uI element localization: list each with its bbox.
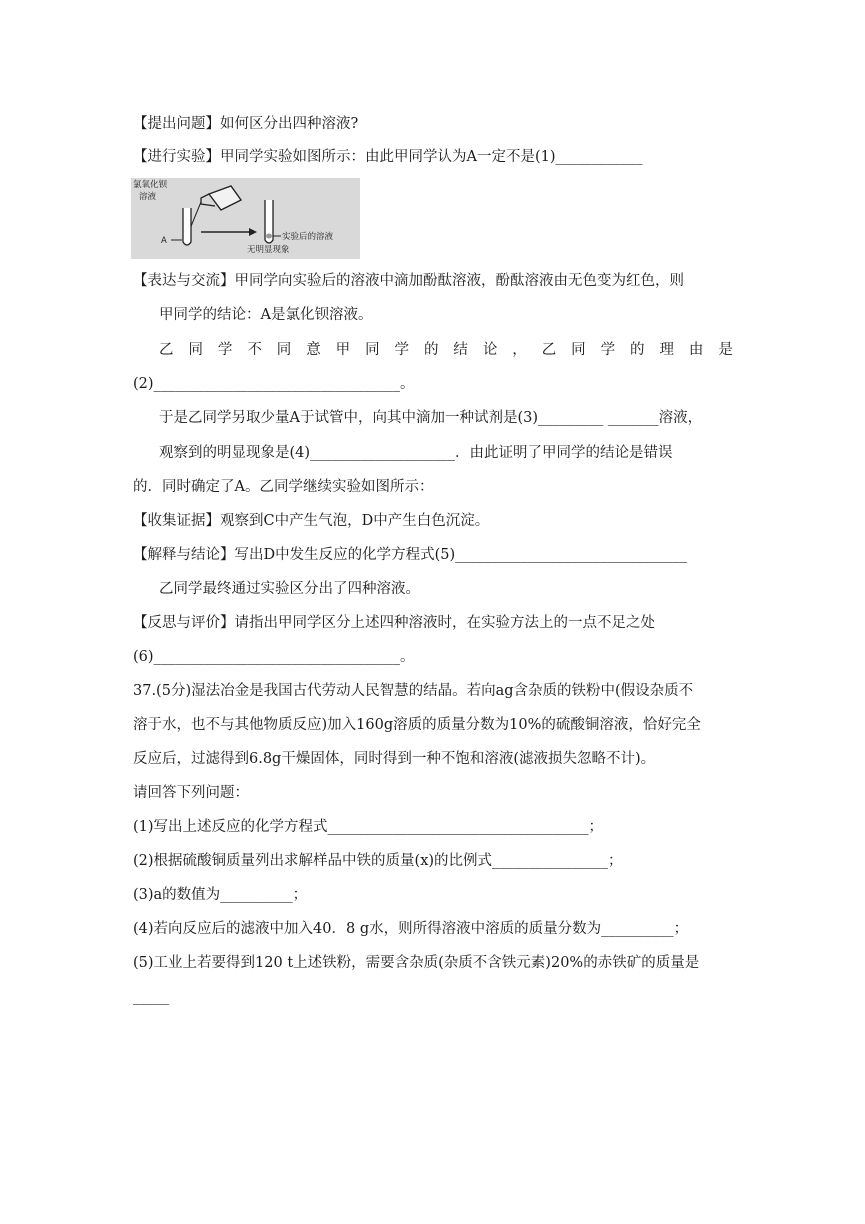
line-15: 37.(5分)湿法冶金是我国古代劳动人民智慧的结晶。若向ag含杂质的铁粉中(假设杂质不 bbox=[133, 683, 694, 699]
line-16: 溶于水，也不与其他物质反应)加入160g溶质的质量分数为10%的硫酸铜溶液，恰好完全 bbox=[133, 717, 701, 733]
line-12: 乙同学最终通过实验区分出了四种溶液。 bbox=[159, 581, 420, 597]
line-2: 【进行实验】甲同学实验如图所示：由此甲同学认为A一定不是(1)____________ bbox=[133, 149, 643, 165]
line-1: 【提出问题】如何区分出四种溶液? bbox=[133, 116, 359, 132]
experiment-figure-1 bbox=[131, 178, 360, 259]
line-7: 于是乙同学另取少量A于试管中，向其中滴加一种试剂是(3)_________ _______溶液， bbox=[159, 410, 703, 426]
line-5: 乙 同 学 不 同 意 甲 同 学 的 结 论 ， 乙 同 学 的 理 由 是 bbox=[159, 342, 733, 358]
test-tube-a bbox=[183, 208, 191, 245]
test-tube-result bbox=[265, 200, 273, 243]
label-reagent-2: 溶液 bbox=[139, 192, 157, 202]
label-result: 实验后的溶液 bbox=[282, 232, 334, 242]
line-18: 请回答下列问题： bbox=[133, 785, 249, 801]
line-24: _____ bbox=[133, 989, 170, 1005]
label-reagent-1: 氯氧化钡 bbox=[133, 180, 168, 190]
line-10: 【收集证据】观察到C中产生气泡，D中产生白色沉淀。 bbox=[133, 513, 490, 529]
reagent-bottle bbox=[201, 186, 241, 210]
line-8: 观察到的明显现象是(4)____________________．由此证明了甲同学的结论是错误 bbox=[159, 445, 673, 461]
line-13: 【反思与评价】请指出甲同学区分上述四种溶液时，在实验方法上的一点不足之处 bbox=[133, 615, 655, 631]
line-22: (4)若向反应后的滤液中加入40．8 g水，则所得溶液中溶质的质量分数为__________； bbox=[133, 921, 689, 937]
line-6: (2)__________________________________。 bbox=[133, 376, 415, 392]
line-21: (3)a的数值为__________； bbox=[133, 887, 308, 903]
line-17: 反应后，过滤得到6.8g干燥固体，同时得到一种不饱和溶液(滤液损失忽略不计)。 bbox=[133, 751, 656, 767]
line-11: 【解释与结论】写出D中发生反应的化学方程式(5)________________________________ bbox=[133, 547, 688, 563]
label-observation: 无明显现象 bbox=[247, 245, 290, 255]
line-3: 【表达与交流】甲同学向实验后的溶液中滴加酚酞溶液，酚酞溶液由无色变为红色，则 bbox=[133, 273, 684, 289]
line-19: (1)写出上述反应的化学方程式____________________________________； bbox=[133, 819, 604, 835]
arrow-icon bbox=[201, 228, 257, 236]
line-14: (6)__________________________________。 bbox=[133, 649, 415, 665]
line-9: 的．同时确定了A。乙同学继续实验如图所示： bbox=[133, 479, 434, 495]
label-a: A bbox=[161, 236, 167, 246]
line-20: (2)根据硫酸铜质量列出求解样品中铁的质量(x)的比例式________________； bbox=[133, 853, 623, 869]
line-23: (5)工业上若要得到120 t上述铁粉，需要含杂质(杂质不含铁元素)20%的赤铁矿的质量是 bbox=[133, 955, 700, 971]
line-4: 甲同学的结论：A是氯化钡溶液。 bbox=[159, 307, 373, 323]
